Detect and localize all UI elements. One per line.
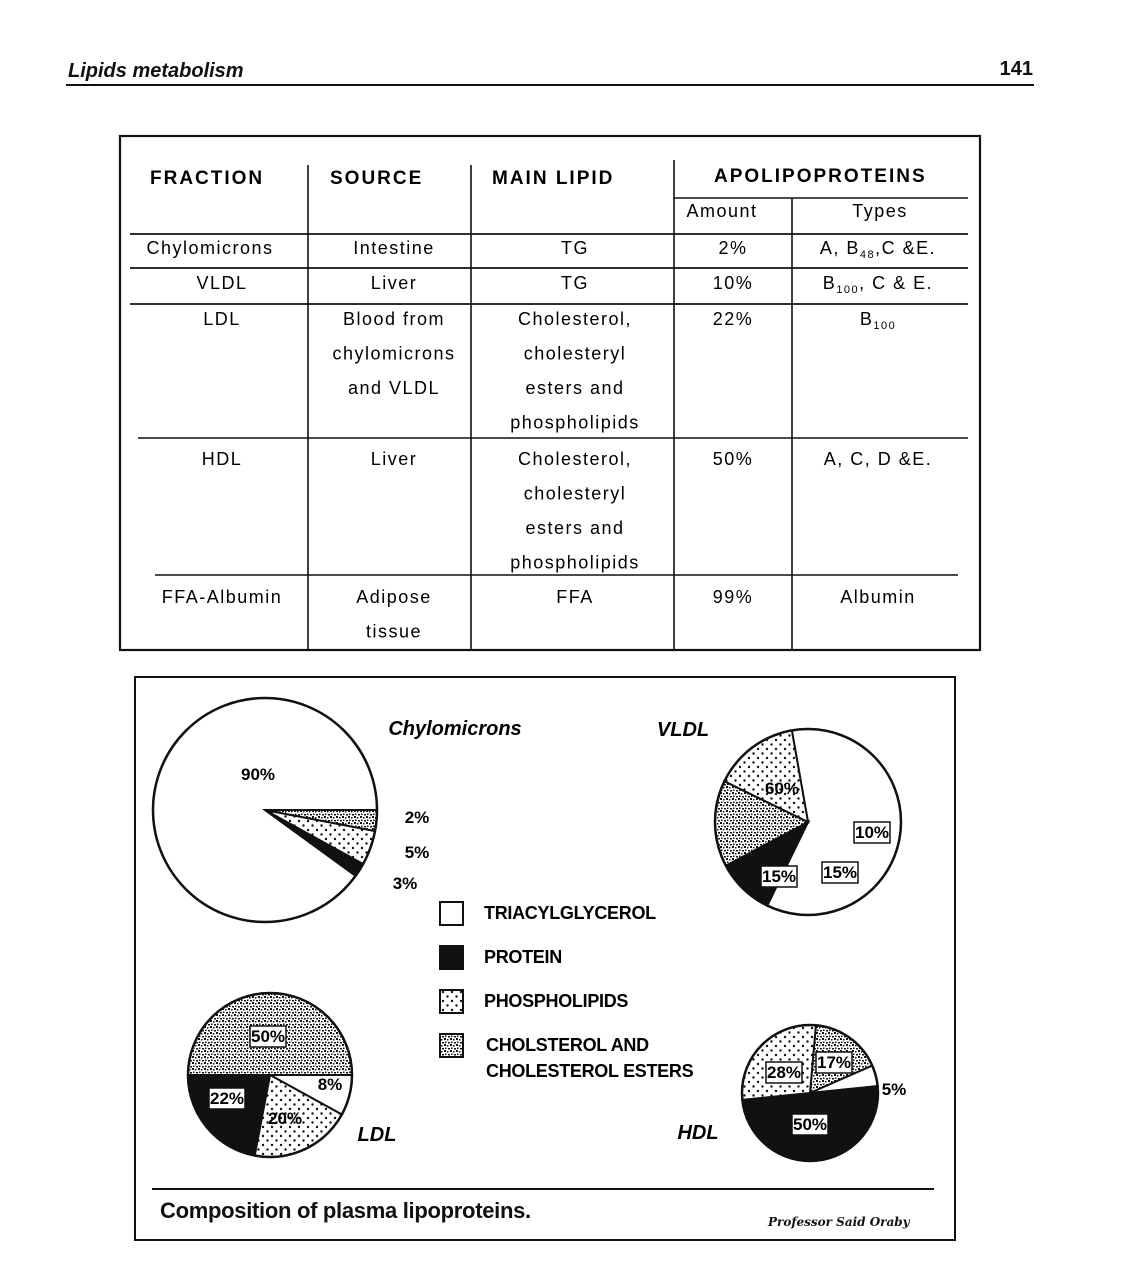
pie-title-hdl: HDL xyxy=(677,1122,719,1144)
pie-percent-label: 50% xyxy=(250,1027,286,1046)
pie-title-ldl: LDL xyxy=(357,1124,397,1146)
cell-main-lipid: cholesteryl xyxy=(523,343,627,364)
pie-percent-label: 22% xyxy=(209,1089,245,1108)
pie-percent-label: 28% xyxy=(766,1063,802,1082)
legend-label-triacylglycerol: TRIACYLGLYCEROL xyxy=(484,903,656,923)
cell-main-lipid: cholesteryl xyxy=(523,483,627,504)
legend-swatch-triacylglycerol xyxy=(440,902,463,925)
pie-percent-label: 20% xyxy=(267,1109,303,1128)
pie-percent-label: 90% xyxy=(240,765,276,784)
cell-main-lipid: TG xyxy=(561,238,589,258)
legend-swatch-phospholipids xyxy=(440,990,463,1013)
cell-types: A, $B_{48},C$ &E. xyxy=(819,238,937,261)
cell-main-lipid: esters and xyxy=(525,378,625,398)
legend-label-phospholipids: PHOSPHOLIPIDS xyxy=(484,991,629,1011)
cell-main-lipid: phospholipids xyxy=(510,552,640,573)
page-number: 141 xyxy=(999,58,1033,80)
cell-main-lipid: FFA xyxy=(556,587,594,607)
cell-source: chylomicrons xyxy=(332,343,456,364)
author-signature: Professor Said Oraby xyxy=(768,1215,910,1229)
pie-percent-label: 5% xyxy=(404,843,430,862)
cell-amount: 2% xyxy=(718,238,748,258)
pie-percent-label: 60% xyxy=(764,779,800,798)
header-main-lipid: MAIN LIPID xyxy=(492,168,615,189)
cell-fraction-ffa-albumin: FFA-Albumin xyxy=(161,587,283,607)
cell-source: Blood from xyxy=(342,309,446,329)
header-amount: Amount xyxy=(686,201,758,221)
pie-slice-ldl-protein xyxy=(188,1075,270,1156)
cell-types: Albumin xyxy=(840,587,916,607)
header-fraction: FRACTION xyxy=(150,168,265,189)
cell-main-lipid: esters and xyxy=(525,518,625,538)
pie-percent-label: 10% xyxy=(854,823,890,842)
cell-fraction-chylomicrons: Chylomicrons xyxy=(146,238,274,258)
pie-title-vldl: VLDL xyxy=(656,719,710,741)
pie-percent-label: 15% xyxy=(761,867,797,886)
pie-percent-label: 2% xyxy=(404,808,430,827)
cell-amount: 99% xyxy=(712,587,754,607)
pie-percent-label: 3% xyxy=(392,874,418,893)
cell-main-lipid: phospholipids xyxy=(510,412,640,433)
cell-main-lipid: TG xyxy=(561,273,589,293)
pie-percent-label: 8% xyxy=(317,1075,343,1094)
legend-label-cholesterol: CHOLSTEROL AND xyxy=(486,1035,649,1055)
header-apolipoproteins: APOLIPOPROTEINS xyxy=(714,166,927,187)
cell-types: A, C, D &E. xyxy=(823,449,933,469)
cell-amount: 10% xyxy=(712,273,754,293)
pie-title-chylomicrons: Chylomicrons xyxy=(388,718,522,740)
header-source: SOURCE xyxy=(330,168,424,189)
pie-percent-label: 15% xyxy=(822,863,858,882)
cell-source: Liver xyxy=(370,273,418,293)
figure-caption: Composition of plasma lipoproteins. xyxy=(160,1198,531,1223)
legend-swatch-protein xyxy=(440,946,463,969)
legend-label-cholesterol: CHOLESTEROL ESTERS xyxy=(486,1061,694,1081)
cell-main-lipid: Cholesterol, xyxy=(517,449,633,469)
pie-percent-label: 50% xyxy=(792,1115,828,1134)
cell-fraction-ldl: LDL xyxy=(203,309,241,329)
cell-types: $B_{100}$, C & E. xyxy=(822,273,934,296)
caption-rule xyxy=(152,1188,934,1190)
cell-source: Adipose xyxy=(356,587,432,607)
cell-source: Intestine xyxy=(353,238,435,258)
cell-types: $B_{100}$ xyxy=(859,309,897,332)
cell-source: tissue xyxy=(365,621,423,642)
cell-fraction-hdl: HDL xyxy=(201,449,243,469)
cell-amount: 50% xyxy=(712,449,754,469)
pie-percent-label: 5% xyxy=(881,1080,907,1099)
cell-main-lipid: Cholesterol, xyxy=(517,309,633,329)
header-types: Types xyxy=(852,201,908,221)
legend-swatch-cholesterol xyxy=(440,1034,463,1057)
pie-percent-label: 17% xyxy=(816,1053,852,1072)
cell-fraction-vldl: VLDL xyxy=(196,273,248,293)
cell-source: and VLDL xyxy=(347,378,441,398)
cell-amount: 22% xyxy=(712,309,754,329)
legend-label-protein: PROTEIN xyxy=(484,947,562,967)
running-header-title: Lipids metabolism xyxy=(68,60,244,82)
cell-source: Liver xyxy=(370,449,418,469)
